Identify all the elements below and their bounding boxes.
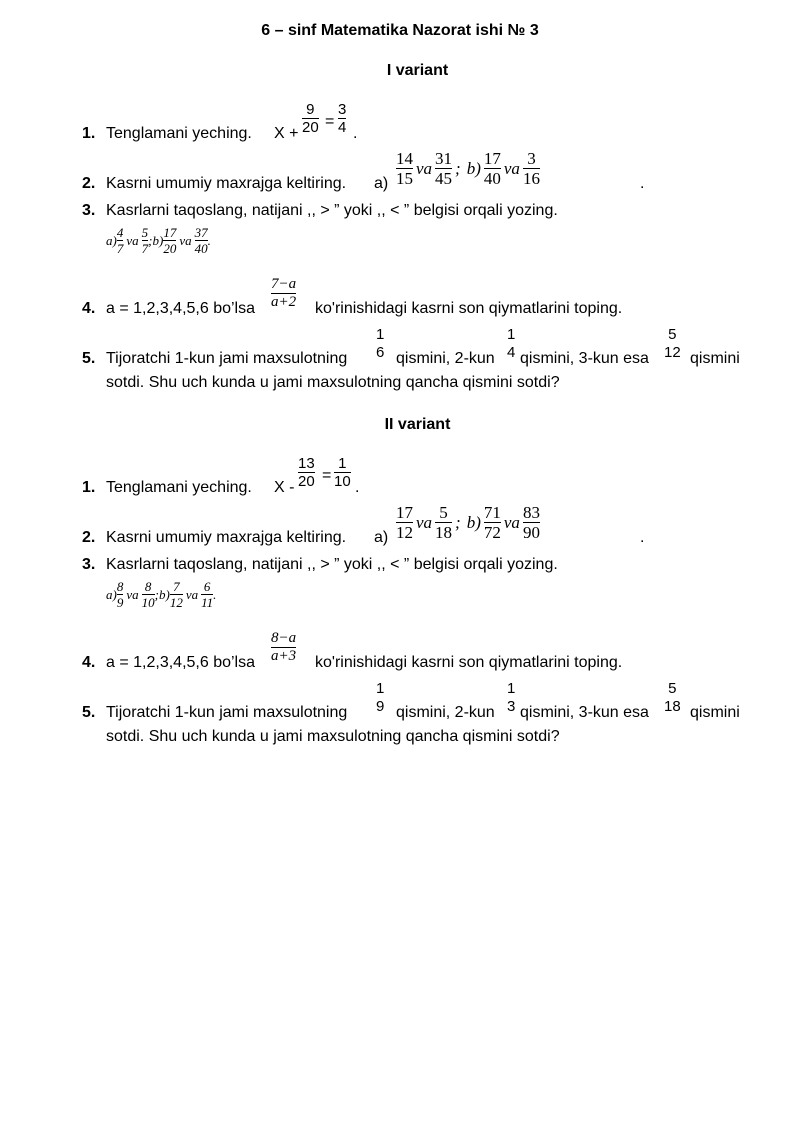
v1-q1-text: Tenglamani yeching. — [106, 125, 252, 142]
denominator: 20 — [302, 119, 319, 136]
denominator: 10 — [334, 473, 351, 490]
v1-q1-number: 1. — [82, 125, 96, 142]
v1-q2-text: Kasrni umumiy maxrajga keltiring. — [106, 175, 347, 192]
numerator: 13 — [298, 455, 315, 472]
v2-q1-text: Tenglamani yeching. — [106, 479, 252, 496]
v2-q2-number-1: 2. — [82, 175, 96, 192]
v1-q4-number: 4. — [82, 300, 96, 317]
fraction: $\frac{3}{16}$ — [522, 149, 540, 188]
v2-q4-number: 4. — [82, 654, 96, 671]
fraction: $\frac{6}{11}$ — [201, 579, 214, 610]
variant-2-heading: II variant — [384, 416, 451, 433]
v2-q2-expression: $\frac{17}{12}$ va $\frac{5}{18}$ ; b) $\frac{71}{72}$ va $\frac{83}{90}$ — [396, 503, 540, 542]
v1-q4-fraction — [271, 277, 296, 310]
fraction: $\frac{14}{15}$ — [396, 149, 413, 188]
denominator: a+3 — [271, 648, 297, 664]
v1-q5-part-2: qismini, 2-kun — [396, 350, 495, 367]
numerator: 8−a — [271, 630, 297, 646]
v1-q2-part-a: a) — [374, 175, 389, 192]
v1-q1-fraction-1 — [302, 102, 319, 135]
numerator: 9 — [306, 101, 315, 118]
v1-q3-text: Kasrlarni taqoslang, natijani ,, > ” yoki ,, < ” belgisi orqali yozing. — [106, 202, 558, 219]
fraction: $\frac{7}{12}$ — [169, 579, 183, 610]
v1-q5-number: 5. — [82, 350, 96, 367]
denominator: 4 — [338, 119, 347, 136]
denominator: 20 — [298, 473, 315, 490]
v1-q3-expression: a) $\frac{4}{7}$ va $\frac{5}{7}$ ; b) $\frac{17}{20}$ va $\frac{37}{40}$ . — [106, 225, 211, 256]
denominator: a+2 — [271, 294, 297, 310]
v1-q5-line-2: sotdi. Shu uch kunda u jami maxsulotning qancha qismini sotdi? — [106, 374, 560, 391]
v2-q4-fraction — [271, 631, 296, 664]
v1-q1-fraction-2 — [338, 102, 346, 135]
v2-q4-post: ko'rinishidagi kasrni son qiymatlarini toping. — [315, 654, 623, 671]
page-title: 6 – sinf Matematika Nazorat ishi № 3 — [261, 22, 539, 39]
v2-q5-part-1: Tijoratchi 1-kun jami maxsulotning — [106, 704, 348, 721]
v2-q1-number: 1. — [82, 479, 96, 496]
fraction: $\frac{17}{20}$ — [163, 225, 177, 256]
v2-q3-text: Kasrlarni taqoslang, natijani ,, > ” yoki ,, < ” belgisi orqali yozing. — [106, 556, 558, 573]
fraction: $\frac{5}{7}$ — [141, 225, 149, 256]
v2-q1-equals: = — [322, 467, 332, 484]
v1-q5-fraction-2: 1 4 — [507, 326, 516, 361]
v1-q1-period: . — [353, 125, 358, 142]
fraction: $\frac{31}{45}$ — [435, 149, 453, 188]
v2-q3-number: 3. — [82, 556, 96, 573]
v2-q5-part-3: qismini, 3-kun esa — [520, 704, 649, 721]
v2-q4-pre: a = 1,2,3,4,5,6 bo’lsa — [106, 654, 255, 671]
variant-1-heading: I variant — [386, 62, 449, 79]
v2-q5-part-4: qismini — [690, 704, 740, 721]
v2-q2-period: . — [640, 529, 645, 546]
fraction: $\frac{37}{40}$ — [194, 225, 208, 256]
v2-q1-fraction-1 — [298, 456, 315, 489]
v1-q1-lhs: X + — [274, 125, 299, 142]
v2-q5-number: 5. — [82, 704, 96, 721]
v1-q4-post: ko'rinishidagi kasrni son qiymatlarini toping. — [315, 300, 623, 317]
fraction: $\frac{17}{40}$ — [483, 149, 501, 188]
v1-q5-fraction-3: 5 12 — [664, 326, 681, 361]
v2-q3-expression: a) $\frac{8}{9}$ va $\frac{8}{10}$ ; b) $\frac{7}{12}$ va $\frac{6}{11}$ . — [106, 579, 217, 610]
v1-q3-number: 3. — [82, 202, 96, 219]
fraction: $\frac{5}{18}$ — [435, 503, 453, 542]
v1-q5-fraction-1: 1 6 — [376, 326, 385, 361]
fraction: $\frac{17}{12}$ — [396, 503, 413, 542]
v2-q1-period: . — [355, 479, 360, 496]
v2-q1-fraction-2 — [334, 456, 351, 489]
v1-q5-part-1: Tijoratchi 1-kun jami maxsulotning — [106, 350, 348, 367]
v2-q1-lhs: X - — [274, 479, 295, 496]
v2-q2-text: Kasrni umumiy maxrajga keltiring. — [106, 529, 347, 546]
v1-q2-period: . — [640, 175, 645, 192]
v2-q2-part-a: a) — [374, 529, 389, 546]
v1-q5-part-4: qismini — [690, 350, 740, 367]
v1-q1-equals: = — [325, 113, 335, 130]
numerator: 7−a — [271, 276, 297, 292]
fraction: $\frac{71}{72}$ — [483, 503, 501, 542]
fraction: $\frac{83}{90}$ — [522, 503, 540, 542]
numerator: 3 — [338, 101, 347, 118]
v1-q4-pre: a = 1,2,3,4,5,6 bo’lsa — [106, 300, 255, 317]
v2-q5-fraction-2: 1 3 — [507, 680, 516, 715]
fraction: $\frac{8}{9}$ — [116, 579, 124, 610]
v1-q2-expression: $\frac{14}{15}$ va $\frac{31}{45}$ ; b) $\frac{17}{40}$ va $\frac{3}{16}$ — [396, 149, 540, 188]
fraction: $\frac{4}{7}$ — [116, 225, 124, 256]
numerator: 1 — [338, 455, 347, 472]
v2-q5-fraction-3: 5 18 — [664, 680, 681, 715]
v2-q2-number: 2. — [82, 529, 96, 546]
v2-q5-line-2: sotdi. Shu uch kunda u jami maxsulotning qancha qismini sotdi? — [106, 728, 560, 745]
fraction: $\frac{8}{10}$ — [141, 579, 155, 610]
v2-q5-part-2: qismini, 2-kun — [396, 704, 495, 721]
v2-q5-fraction-1: 1 9 — [376, 680, 385, 715]
v1-q5-part-3: qismini, 3-kun esa — [520, 350, 649, 367]
